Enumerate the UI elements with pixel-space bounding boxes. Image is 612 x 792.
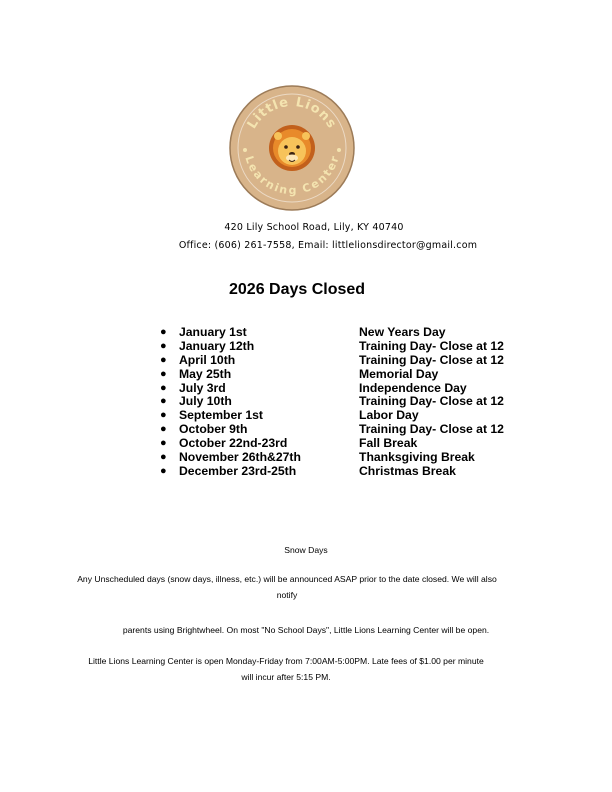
closure-date: January 12th (179, 338, 255, 353)
closure-reason: Independence Day (359, 380, 467, 395)
closure-date: July 10th (179, 394, 232, 409)
hours-note: Little Lions Learning Center is open Monday-Friday from 7:00AM-5:00PM. Late fees of $1.00 per minute will incur after 5:15 PM. (88, 656, 484, 682)
closure-reason: Thanksgiving Break (359, 450, 475, 465)
closure-date: October 22nd-23rd (179, 436, 288, 451)
logo-text-top: Little Lions (244, 94, 340, 132)
closure-date: May 25th (179, 366, 232, 381)
bullet-icon: ● (160, 451, 167, 464)
bullet-icon: ● (160, 464, 167, 477)
closure-reason: Training Day- Close at 12 (359, 338, 504, 353)
bullet-icon: ● (160, 326, 167, 338)
closure-date: December 23rd-25th (179, 463, 297, 478)
closure-date: September 1st (179, 408, 263, 423)
closure-reason: Training Day- Close at 12 (359, 422, 504, 437)
bullet-icon: ● (160, 353, 167, 366)
bullet-icon: ● (160, 437, 167, 450)
closure-date: April 10th (179, 352, 236, 367)
closure-reason: Memorial Day (359, 366, 439, 381)
brightwheel-note: parents using Brightwheel. On most "No School Days", Little Lions Learning Center will be open. (122, 625, 490, 635)
closure-date: November 26th&27th (179, 450, 301, 465)
unscheduled-days-note: Any Unscheduled days (snow days, illness, etc.) will be announced ASAP prior to the date closed. We will also notify (77, 574, 497, 600)
closure-date: July 3rd (179, 380, 226, 395)
closure-reason: Labor Day (359, 408, 419, 423)
closure-reason: Training Day- Close at 12 (359, 394, 504, 409)
snow-days-heading: Snow Days (284, 545, 328, 555)
bullet-icon: ● (160, 423, 167, 436)
bullet-icon: ● (160, 395, 167, 408)
closure-reason: Fall Break (359, 436, 418, 451)
closure-reason: Christmas Break (359, 463, 456, 478)
closure-date: October 9th (179, 422, 248, 437)
closure-reason: New Years Day (359, 325, 446, 339)
closure-date: January 1st (179, 325, 247, 339)
bullet-icon: ● (160, 409, 167, 422)
logo-text-bottom: Learning Center (242, 154, 342, 198)
bullet-icon: ● (160, 367, 167, 380)
bullet-icon: ● (160, 339, 167, 352)
little-lions-logo (228, 84, 356, 212)
closure-reason: Training Day- Close at 12 (359, 352, 504, 367)
contact-line: Office: (606) 261-7558, Email: littlelionsdirector@gmail.com (178, 240, 478, 251)
bullet-icon: ● (160, 381, 167, 394)
address-line: 420 Lily School Road, Lily, KY 40740 (224, 222, 404, 233)
lion-icon (269, 125, 315, 171)
page-title: 2026 Days Closed (229, 281, 366, 298)
